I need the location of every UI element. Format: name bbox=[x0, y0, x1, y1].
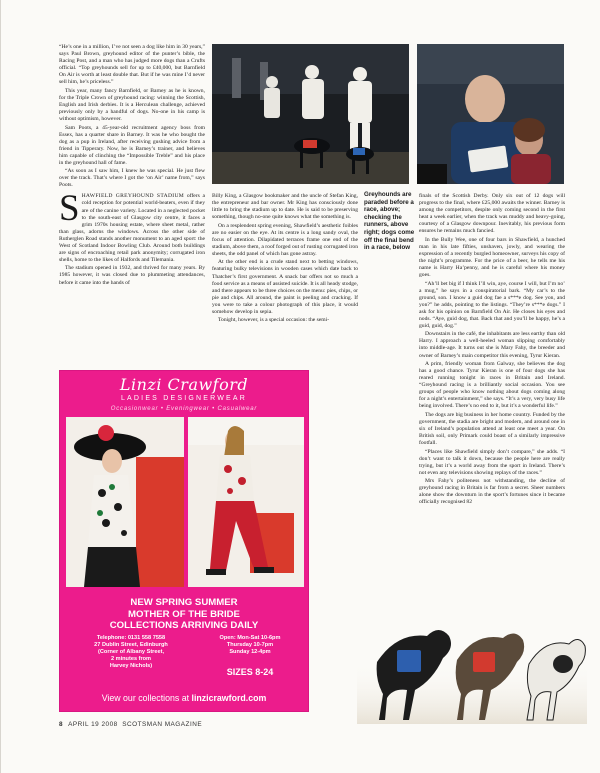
ad-hours-line: Sunday 12-4pm bbox=[229, 649, 271, 655]
paragraph-dropcap bbox=[59, 188, 205, 263]
ad-address-line: 27 Dublin Street, Edinburgh bbox=[94, 642, 168, 648]
page-footer bbox=[59, 721, 202, 728]
ad-website-prefix: View our collections at bbox=[101, 693, 192, 703]
issue-date: APRIL 19 2008 bbox=[68, 721, 118, 728]
paragraph-text: offers a cold reception for potential world-beaters, even if they are of the canine variety. Located in a neglected pocket to the south-east of Glasgow city centre, it faces a grim 1970s housing estate, where sheet metal, rather than glass, adorns the windows. Across the other side of Rutherglen Road stands another monument to an aged sport: the West of Scotland Indoor Bowling Club. Around both buildings are signs of encroaching retail park anonymity; corrugated iron shells, home to the likes of Halfords and Tilemania. bbox=[59, 193, 205, 263]
paragraph: Sam Poots, a 45-year-old recruitment agency boss from Essex, has a quarter share in Barney. It was he who bought the dog as a pup in Ireland, after receiving gushing advice from a friend in Tipperary. Now, he is Barney’s trainer, and believes him capable of clinching the “Impossible Treble” and his place in the greyhound hall of fame. bbox=[59, 124, 205, 166]
ad-hours-line: Thursday 10-7pm bbox=[226, 642, 274, 648]
photo-checking-runners bbox=[417, 44, 564, 184]
ad-subtitle: LADIES DESIGNERWEAR bbox=[120, 395, 248, 402]
magazine-name: SCOTSMAN MAGAZINE bbox=[122, 721, 203, 728]
ad-website-link[interactable]: linzicrawford.com bbox=[191, 693, 267, 703]
ad-occasions: Occasionwear • Eveningwear • Casualwear bbox=[110, 406, 258, 412]
ad-headline bbox=[60, 597, 308, 632]
lead-in: HAWFIELD GREYHOUND STADIUM bbox=[81, 193, 185, 200]
ad-logo: Linzi Crawford bbox=[119, 375, 249, 394]
paragraph: This year, many fancy Barnfield, or Barney as he is known, for the Triple Crown of greyhound racing: winning the Scottish, English and Irish derbies. It is a Herculean challenge, achieved previously only by a handful of dogs. No-one in his camp is without optimism, however. bbox=[59, 87, 205, 122]
paragraph: finals of the Scottish Derby. Only six out of 12 dogs will progress to the final, where £25,000 awaits the winner. Barney is among the competitors, despite only coming second in the first heat a week earlier, when the track was muddy and heavy-going, courtesy of a Glasgow downpour. Inevitably, his previous form ensures he remains much fancied. bbox=[419, 193, 565, 235]
ad-headline-line: MOTHER OF THE BRIDE bbox=[128, 608, 240, 620]
spectators-illustration bbox=[417, 44, 564, 184]
paragraph: Mrs Fahy’s politeness not withstanding, the decline of greyhound racing in Britain is far from a secret. Sheer numbers alone show the downturn in the sport’s fortunes since it became officially recognised 82 bbox=[419, 478, 565, 506]
ad-telephone[interactable]: Telephone: 0131 558 7558 bbox=[96, 635, 166, 641]
article-column-3 bbox=[419, 193, 565, 508]
drop-cap: S bbox=[59, 188, 80, 230]
ad-headline-line: NEW SPRING SUMMER bbox=[130, 597, 238, 608]
paragraph: A prim, friendly woman from Galway, she believes the dog has a good chance. Tyrur Kieran is one of four dogs she has reared running tonight in races in Britain and Ireland. “Greyhound racing is a brilliantly social occasion. You see groups of people who know nothing about dogs coming along for a night’s entertainment,” she says. “It’s a very, very busy life being involved. There’s no end to it, but it’s a wonderful life.” bbox=[419, 361, 565, 410]
ad-website[interactable] bbox=[60, 693, 308, 703]
model-hat-illustration bbox=[66, 417, 184, 587]
photo-greyhounds-paraded bbox=[212, 44, 409, 184]
paragraph: “As soon as I saw him, I knew he was special. He just flew over the track. That’s where I got the ‘on Air’ name from,” says Poots. bbox=[59, 168, 205, 189]
ad-address-line: (Corner of Albany Street, bbox=[98, 649, 164, 655]
paragraph: The dogs are big business in her home country. Funded by the government, the stadia are bright and modern, and around one in six of Ireland’s population attend at least one meet a year. On British soil, only Primark could boast of a similarly impressive footfall. bbox=[419, 411, 565, 447]
ad-opening-hours bbox=[198, 635, 302, 656]
paragraph: The stadium opened in 1932, and thrived for many years. By 1985 however, it was closed due to plummeting attendances, before it came into the hands of bbox=[59, 265, 205, 286]
paragraph: Billy King, a Glasgow bookmaker and the uncle of Stefan King, the entrepreneur and bar owner. Mr King has consciously done little to bring the stadium up to date. He is said to be preserving something, though no-one quite knows what the something is. bbox=[212, 193, 358, 221]
page-number: 8 bbox=[59, 721, 64, 728]
article-column-1 bbox=[59, 44, 205, 288]
model-red-illustration bbox=[188, 417, 304, 587]
ad-model-right-image bbox=[188, 417, 304, 587]
ad-address-line: Harvey Nichols) bbox=[109, 663, 153, 669]
linzi-crawford-advert[interactable] bbox=[59, 370, 309, 712]
ad-model-left-image bbox=[66, 417, 184, 587]
paragraph: On a resplendent spring evening, Shawfield’s aesthetic foibles are no easier on the eye. At its centre is a long sandy oval, the focus of attention. Dilapidated terraces frame one end of the stadium, above them, a roof forged out of rusting corrugated iron sheets, the odd panel of which has gone astray. bbox=[212, 222, 358, 257]
photo-racing-greyhounds bbox=[357, 602, 587, 724]
racing-dogs-illustration bbox=[357, 602, 587, 724]
paragraph: At the other end is a crude stand next to betting windows, featuring bulky televisions in wooden cases which date back to Thatcher’s first government. A snack bar offers not so much a food service as a means of assisted suicide. It is all heady stodge, and there appears to be three choices on the menu: pies, chips, or pie and chips. All around, the paint is peeling and cracking. If you were to take a colour photograph of this place, it would somehow develop in sepia. bbox=[212, 259, 358, 315]
ad-contact bbox=[72, 635, 190, 670]
ad-sizes: SIZES 8-24 bbox=[226, 667, 274, 677]
paragraph: “He’s one in a million, I’ve not seen a dog like him in 30 years,” says Paul Brown, greyhound editor of the punter’s bible, the Racing Post, and a man who has judged more dogs than a Crufts official. “Top greyhounds sell for up to £40,000, but Barnfield On Air is worth at least double that. But if he was mine I’d never sell him, he’s priceless.” bbox=[59, 44, 205, 86]
paragraph: Downstairs in the café, the inhabitants are less earthy than old Harry. I approach a well-heeled woman slipping comfortably into middle-age. It turns out she is Mary Fahy, the breeder and owner of Barney’s main competitor this evening, Tyrur Kieran. bbox=[419, 331, 565, 359]
ad-address-line: 2 minutes from bbox=[110, 656, 152, 662]
ad-headline-line: COLLECTIONS ARRIVING DAILY bbox=[109, 620, 259, 631]
paragraph: “Places like Shawfield simply don’t compare,” she adds. “I don’t want to talk it down, because the people here are really trying, but it’s a world away from the sport in Ireland. There’s not even any televisions showing replays of the races.” bbox=[419, 448, 565, 476]
parade-illustration bbox=[212, 44, 409, 184]
paragraph: “Ah’ll bet big if I think I’ll win, aye, course I will, but I’m no’ a mug,” he says in a conspiratorial bark. “My car’s to the ground, son. I know a guid dog fae a s***e dog. See yon, and yon?” he adds, pointing to the listings. “They’re s***e dogs.” I ask for his opinion on Barnfield On Air. He closes his eyes and nods. “Aye, guid dog, that. Back that and you’ll be happy, he’s a guid, guid, dog.” bbox=[419, 280, 565, 329]
photo-caption: Greyhounds are paraded before a race, above; checking the runners, above right; dogs come off the final bend in a race, below bbox=[364, 191, 415, 252]
ad-hours-line: Open: Mon-Sat 10-6pm bbox=[219, 635, 281, 641]
paragraph: In the Bully Wee, one of four bars in Shawfield, a hunched man in his late fifties, unshaven, jowly, and wearing the expression of a recently burgled homeowner, surveys his copy of the night’s programme. For the price of a beer, he tells me his name is Harry Ha’penny, and he is careful where his money goes. bbox=[419, 236, 565, 279]
paragraph: Tonight, however, is a special occasion: the semi- bbox=[218, 317, 330, 324]
article-column-2 bbox=[212, 193, 358, 326]
